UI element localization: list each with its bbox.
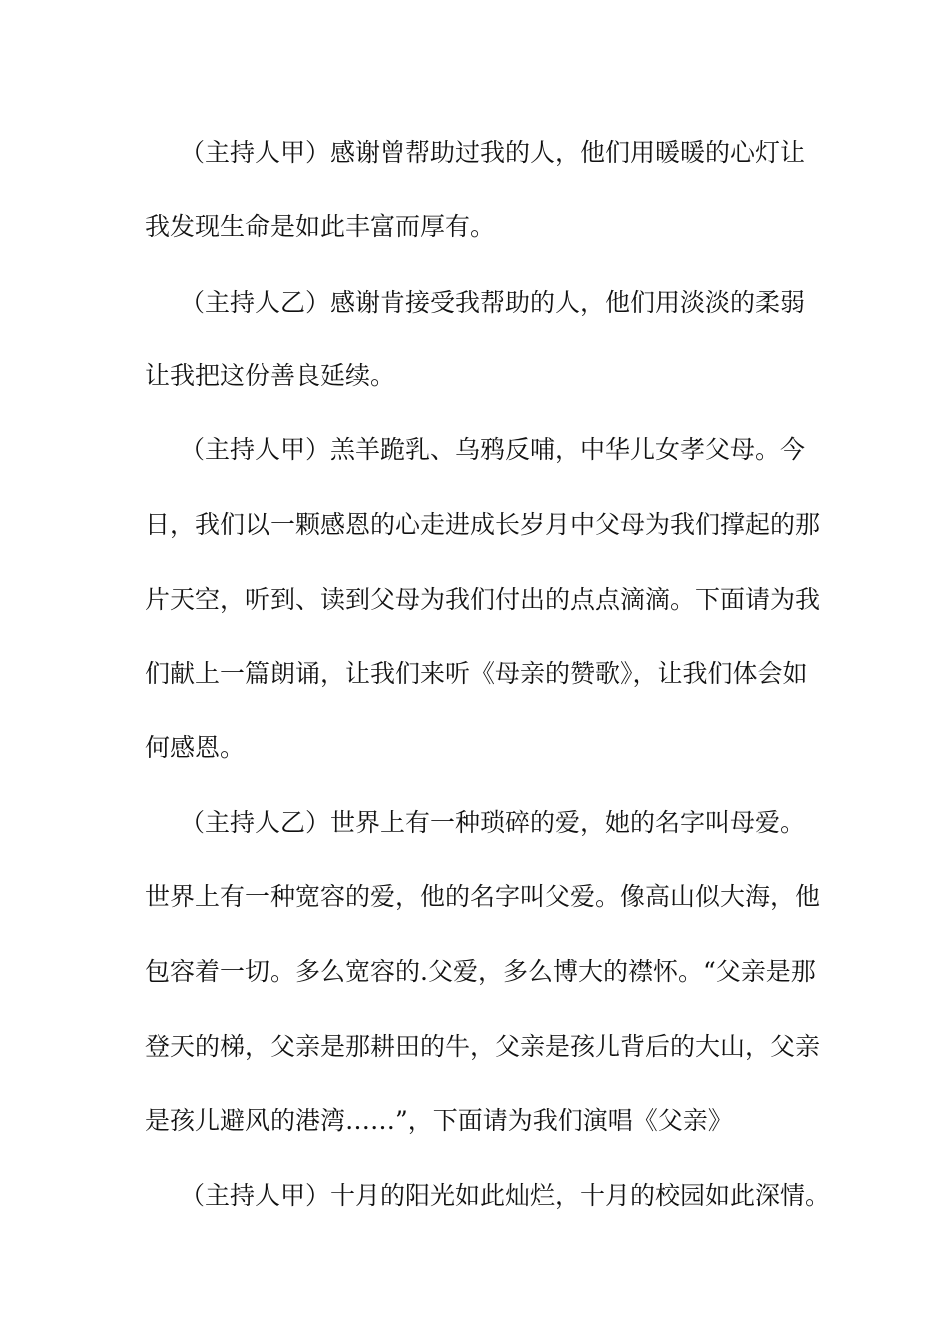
paragraph-line: 我发现生命是如此丰富而厚有。	[145, 212, 496, 241]
paragraph-line: 让我把这份善良延续。	[145, 361, 396, 390]
paragraph-line: 何感恩。	[145, 733, 246, 762]
paragraph-line: 包容着一切。多么宽容的.父爱，多么博大的襟怀。“父亲是那	[145, 957, 816, 986]
paragraph-line: （主持人甲）羔羊跪乳、乌鸦反哺，中华儿女孝父母。今	[180, 435, 806, 464]
paragraph-line: 登天的梯，父亲是那耕田的牛，父亲是孩儿背后的大山，父亲	[145, 1032, 821, 1061]
paragraph-line: 们献上一篇朗诵，让我们来听《母亲的赞歌》，让我们体会如	[145, 659, 808, 688]
paragraph-line: 日，我们以一颗感恩的心走进成长岁月中父母为我们撑起的那	[145, 510, 821, 539]
paragraph-line: （主持人甲）感谢曾帮助过我的人，他们用暖暖的心灯让	[180, 138, 806, 167]
paragraph-line: 片天空，听到、读到父母为我们付出的点点滴滴。下面请为我	[145, 585, 821, 614]
paragraph-line: （主持人乙）世界上有一种琐碎的爱，她的名字叫母爱。	[180, 808, 806, 837]
paragraph-line: 世界上有一种宽容的爱，他的名字叫父爱。像高山似大海，他	[145, 882, 821, 911]
paragraph-line: （主持人乙）感谢肯接受我帮助的人，他们用淡淡的柔弱	[180, 288, 806, 317]
paragraph-line: （主持人甲）十月的阳光如此灿烂，十月的校园如此深情。	[180, 1181, 831, 1210]
paragraph-line: 是孩儿避风的港湾……”，下面请为我们演唱《父亲》	[145, 1106, 733, 1135]
